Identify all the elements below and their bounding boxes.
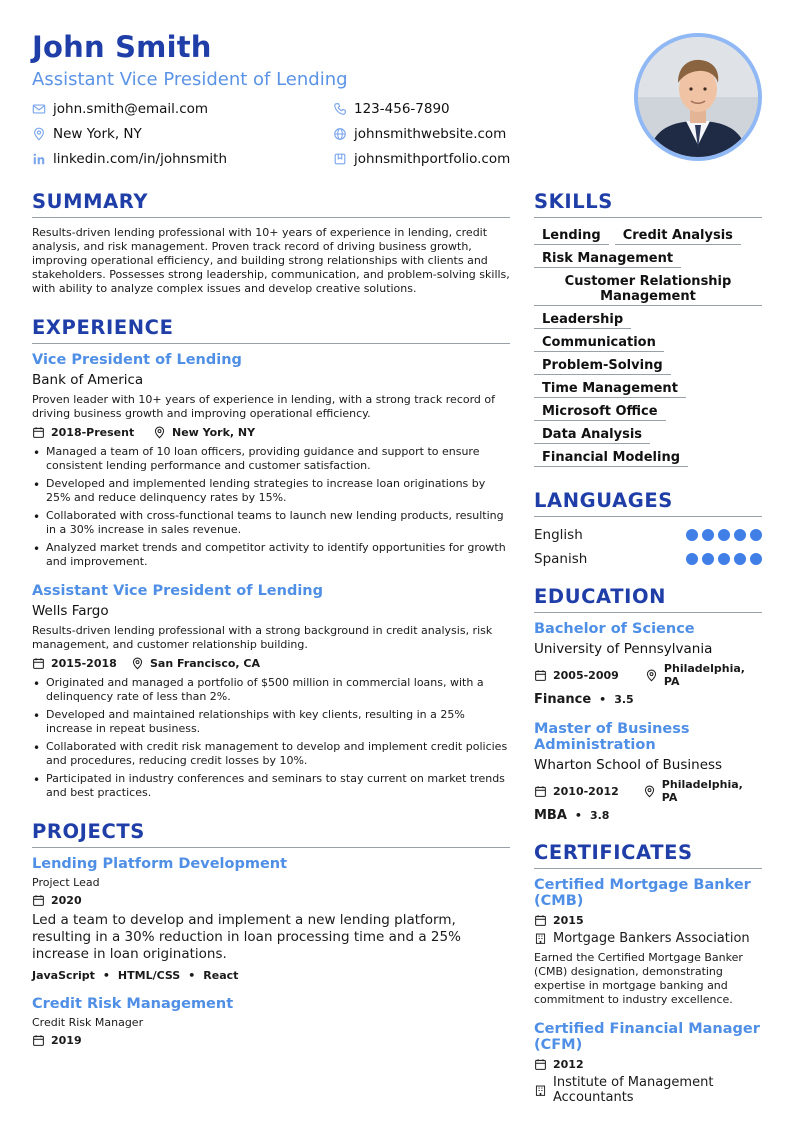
building-icon xyxy=(534,932,547,945)
location-text: New York, NY xyxy=(53,126,142,142)
linkedin-icon xyxy=(32,152,46,166)
education-dates: 2010-2012 xyxy=(553,784,619,798)
proficiency-dot xyxy=(702,529,714,541)
skill-tag: Credit Analysis xyxy=(615,226,741,245)
summary-heading: SUMMARY xyxy=(32,190,510,218)
language-row xyxy=(534,551,762,567)
languages-list xyxy=(534,527,762,567)
proficiency-dot xyxy=(686,529,698,541)
building-icon xyxy=(534,1084,547,1097)
contact-location xyxy=(32,126,142,142)
proficiency-dots xyxy=(686,553,762,565)
school-name: University of Pennsylvania xyxy=(534,641,713,657)
languages-heading: LANGUAGES xyxy=(534,489,762,517)
job-bullets xyxy=(32,445,510,569)
education-dates: 2005-2009 xyxy=(553,668,619,682)
education-location: Philadelphia, PA xyxy=(663,662,745,688)
separator: • xyxy=(574,809,582,822)
calendar-icon xyxy=(534,669,547,682)
certificates-heading: CERTIFICATES xyxy=(534,841,762,869)
location-pin-icon xyxy=(131,657,144,670)
language-name: English xyxy=(534,527,583,543)
project-item xyxy=(32,856,510,982)
certificate-issuer: Mortgage Bankers Association xyxy=(553,931,750,946)
company-name: Wells Fargo xyxy=(32,603,109,619)
skill-tag: Financial Modeling xyxy=(534,448,688,467)
skill-tag: Customer Relationship Management xyxy=(534,272,762,306)
contact-phone[interactable] xyxy=(333,101,450,117)
certificate-issuer-row xyxy=(534,931,762,946)
skills-heading: SKILLS xyxy=(534,190,762,218)
separator: • xyxy=(599,693,607,706)
experience-item xyxy=(32,583,510,800)
email-text: john.smith@email.com xyxy=(53,101,209,117)
calendar-icon xyxy=(32,1034,45,1047)
education-heading: EDUCATION xyxy=(534,585,762,613)
language-row xyxy=(534,527,762,543)
candidate-name: John Smith xyxy=(32,30,212,64)
linkedin-text: linkedin.com/in/johnsmith xyxy=(53,151,228,167)
certificate-name: Certified Mortgage Banker (CMB) xyxy=(534,877,751,909)
education-field-row xyxy=(534,692,762,707)
experience-item xyxy=(32,352,510,569)
certificate-item xyxy=(534,1021,762,1105)
list-item: • Managed a team of 10 loan officers, providing guidance and support to ensure consistent lending performance and customer satisfaction. xyxy=(32,445,510,473)
certificate-year: 2012 xyxy=(553,1058,584,1071)
portfolio-icon xyxy=(333,152,347,166)
project-title: Lending Platform Development xyxy=(32,856,288,872)
project-title: Credit Risk Management xyxy=(32,996,234,1012)
skill-tag: Lending xyxy=(534,226,609,245)
proficiency-dot xyxy=(734,529,746,541)
skill-tag: Data Analysis xyxy=(534,425,650,444)
proficiency-dot xyxy=(702,553,714,565)
contact-linkedin[interactable] xyxy=(32,151,227,167)
degree-title: Master of Business Administration xyxy=(534,721,690,753)
proficiency-dot xyxy=(750,553,762,565)
skills-list xyxy=(534,226,762,471)
globe-icon xyxy=(333,127,347,141)
education-item xyxy=(534,621,762,707)
website-text: johnsmithwebsite.com xyxy=(354,126,507,142)
tech-tag: React xyxy=(203,969,239,982)
list-item: • Originated and managed a portfolio of $500 million in commercial loans, with a delinquency rate of less than 2%. xyxy=(32,676,510,704)
skill-tag: Microsoft Office xyxy=(534,402,666,421)
separator: • xyxy=(102,969,110,982)
certificate-issuer: Institute of Management Accountants xyxy=(553,1075,714,1105)
calendar-icon xyxy=(32,894,45,907)
job-meta xyxy=(32,426,510,439)
list-item: • Developed and maintained relationships with key clients, resulting in a 25% increase in repeat business. xyxy=(32,708,510,736)
language-name: Spanish xyxy=(534,551,588,567)
separator: • xyxy=(188,969,196,982)
gpa: 3.8 xyxy=(589,809,610,822)
certificate-item xyxy=(534,877,762,1007)
portfolio-text: johnsmithportfolio.com xyxy=(354,151,511,167)
job-location: New York, NY xyxy=(172,426,256,439)
certificate-meta xyxy=(534,914,762,927)
certificate-issuer-row xyxy=(534,1075,762,1105)
location-pin-icon xyxy=(643,785,656,798)
summary-text: Results-driven lending professional with 10+ years of experience in lending, credit analysis, and risk management. Proven track record of driving business growth, improving operational efficiency, and building strong relationships with clients and stakeholders. Possesses strong leadership, communication, and problem-solving skills, with ability to analyze complex issues and develop creative solutions. xyxy=(32,226,510,295)
school-name: Wharton School of Business xyxy=(534,757,723,773)
experience-heading: EXPERIENCE xyxy=(32,316,510,344)
list-item: • Collaborated with cross-functional teams to launch new lending products, resulting in a 30% increase in sales revenue. xyxy=(32,509,510,537)
gpa: 3.5 xyxy=(614,693,634,706)
project-meta xyxy=(32,894,510,907)
degree-title: Bachelor of Science xyxy=(534,621,695,637)
avatar-illustration xyxy=(638,37,758,157)
job-location: San Francisco, CA xyxy=(150,657,261,670)
profile-photo xyxy=(634,33,762,161)
project-meta xyxy=(32,1034,510,1047)
proficiency-dot xyxy=(686,553,698,565)
contact-portfolio[interactable] xyxy=(333,151,510,167)
candidate-role: Assistant Vice President of Lending xyxy=(32,69,348,90)
proficiency-dot xyxy=(750,529,762,541)
proficiency-dot xyxy=(718,553,730,565)
project-tech xyxy=(32,969,510,982)
phone-text: 123-456-7890 xyxy=(354,101,450,117)
proficiency-dots xyxy=(686,529,762,541)
certificate-name: Certified Financial Manager (CFM) xyxy=(534,1021,760,1053)
list-item: • Developed and implemented lending strategies to increase loan originations by 25% and reduce delinquency rates by 15%. xyxy=(32,477,510,505)
calendar-icon xyxy=(32,657,45,670)
skill-tag: Leadership xyxy=(534,310,631,329)
job-title: Assistant Vice President of Lending xyxy=(32,583,324,599)
list-item: • Collaborated with credit risk management to develop and implement credit policies and procedures, reducing credit losses by 10%. xyxy=(32,740,510,768)
project-year: 2019 xyxy=(51,1034,82,1047)
location-pin-icon xyxy=(32,127,46,141)
contact-website[interactable] xyxy=(333,126,506,142)
project-role: Project Lead xyxy=(32,876,100,889)
job-bullets xyxy=(32,676,510,800)
job-description: Proven leader with 10+ years of experience in lending, with a strong track record of driving business growth and improving operational efficiency. xyxy=(32,393,496,420)
list-item: • Participated in industry conferences and seminars to stay current on market trends and best practices. xyxy=(32,772,510,800)
certificate-description: Earned the Certified Mortgage Banker (CMB) designation, demonstrating expertise in mortgage banking and commitment to industry excellence. xyxy=(534,951,743,1006)
job-description: Results-driven lending professional with a strong background in credit analysis, risk management, and customer relationship building. xyxy=(32,624,493,651)
certificate-year: 2015 xyxy=(553,914,584,927)
education-meta xyxy=(534,778,762,804)
email-icon xyxy=(32,102,46,116)
project-year: 2020 xyxy=(51,894,82,907)
left-column xyxy=(32,190,510,1047)
job-dates: 2018-Present xyxy=(51,426,135,439)
location-pin-icon xyxy=(153,426,166,439)
tech-tag: HTML/CSS xyxy=(117,969,181,982)
project-item xyxy=(32,996,510,1047)
project-description: Led a team to develop and implement a new lending platform, resulting in a 30% reduction in loan processing time and a 25% increase in loan originations. xyxy=(32,912,461,962)
education-item xyxy=(534,721,762,823)
field-of-study: Finance xyxy=(534,692,592,707)
skill-tag: Communication xyxy=(534,333,664,352)
list-item: • Analyzed market trends and competitor activity to identify opportunities for growth and improvement. xyxy=(32,541,510,569)
company-name: Bank of America xyxy=(32,372,144,388)
job-title: Vice President of Lending xyxy=(32,352,242,368)
skill-tag: Risk Management xyxy=(534,249,681,268)
right-column xyxy=(534,190,762,1105)
calendar-icon xyxy=(534,914,547,927)
projects-heading: PROJECTS xyxy=(32,820,510,848)
education-field-row xyxy=(534,808,762,823)
tech-tag: JavaScript xyxy=(32,969,95,982)
field-of-study: MBA xyxy=(534,808,567,823)
skill-tag: Problem-Solving xyxy=(534,356,671,375)
phone-icon xyxy=(333,102,347,116)
education-meta xyxy=(534,662,762,688)
job-dates: 2015-2018 xyxy=(51,657,117,670)
certificate-meta xyxy=(534,1058,762,1071)
location-pin-icon xyxy=(645,669,658,682)
project-role: Credit Risk Manager xyxy=(32,1016,144,1029)
contact-email[interactable] xyxy=(32,101,208,117)
calendar-icon xyxy=(534,1058,547,1071)
calendar-icon xyxy=(32,426,45,439)
job-meta xyxy=(32,657,510,670)
proficiency-dot xyxy=(734,553,746,565)
proficiency-dot xyxy=(718,529,730,541)
education-location: Philadelphia, PA xyxy=(661,778,743,804)
skill-tag: Time Management xyxy=(534,379,686,398)
calendar-icon xyxy=(534,785,547,798)
